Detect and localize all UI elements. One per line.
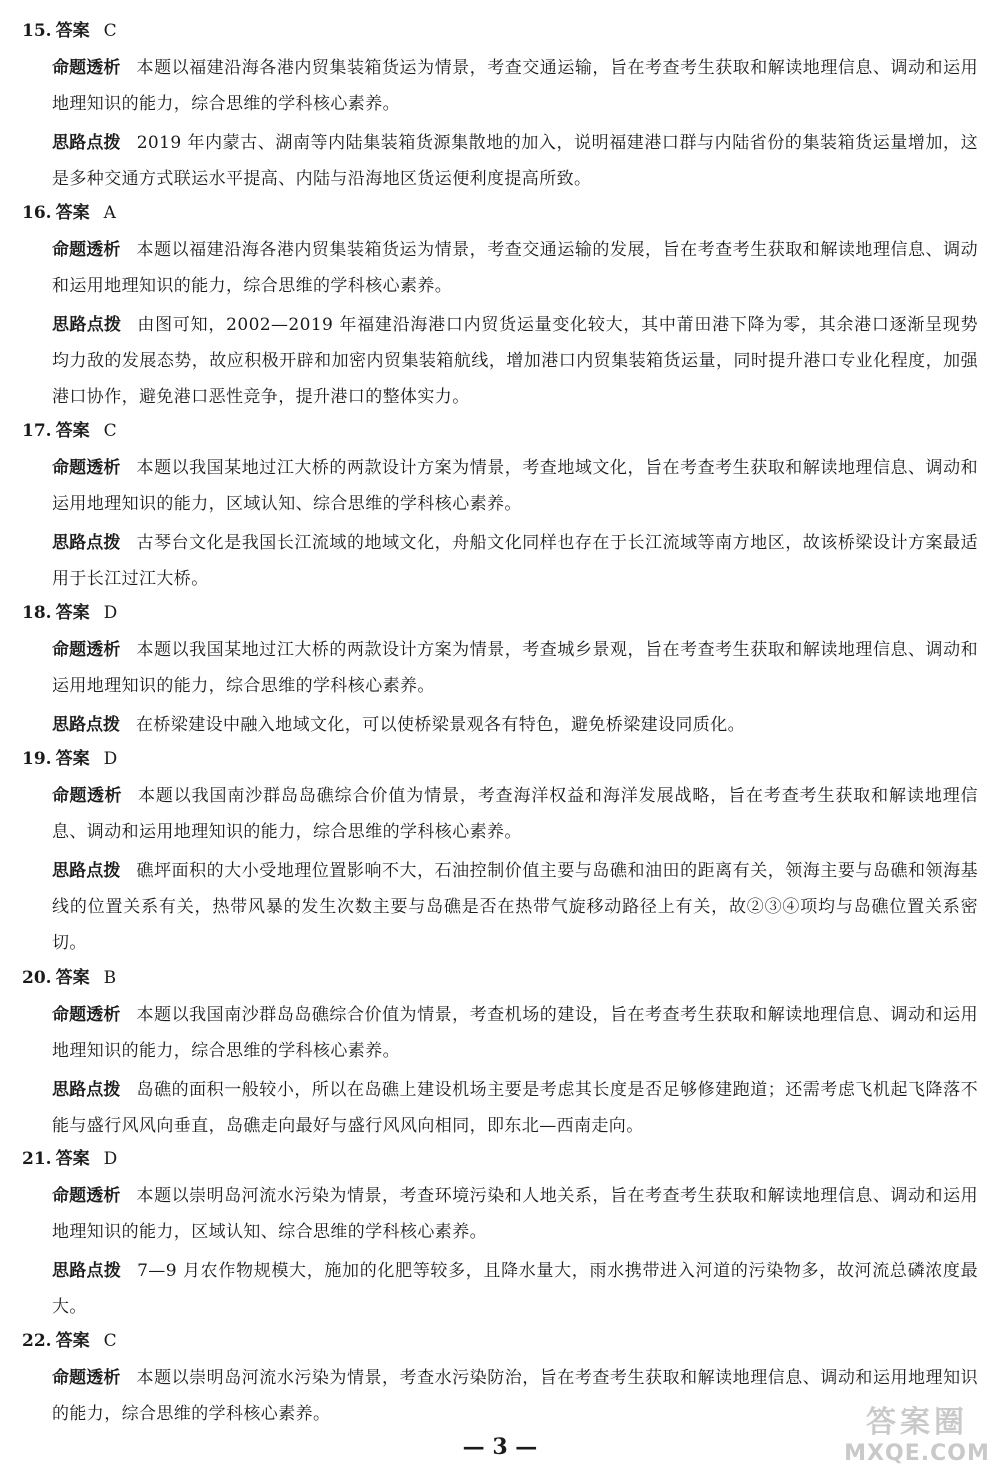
question-header bbox=[22, 748, 117, 770]
answer-value: B bbox=[103, 968, 117, 988]
question-number: 16. bbox=[22, 203, 52, 223]
question-header bbox=[22, 20, 117, 42]
analysis-paragraph bbox=[52, 1360, 978, 1432]
hint-label: 思路点拨 bbox=[52, 861, 121, 881]
hint-label: 思路点拨 bbox=[52, 315, 122, 335]
answer-value: D bbox=[103, 603, 118, 623]
analysis-text: 本题以福建沿海各港内贸集装箱货运为情景，考查交通运输的发展，旨在考查考生获取和解读地理信息、调动和运用地理知识的能力，综合思维的学科核心素养。 bbox=[52, 240, 979, 296]
analysis-text: 本题以我国南沙群岛岛礁综合价值为情景，考查机场的建设，旨在考查考生获取和解读地理信息、调动和运用地理知识的能力，综合思维的学科核心素养。 bbox=[52, 1005, 979, 1061]
watermark-logo bbox=[842, 1405, 992, 1475]
analysis-label: 命题透析 bbox=[52, 786, 122, 806]
question-number: 18. bbox=[22, 603, 52, 623]
question-number: 15. bbox=[22, 21, 52, 41]
hint-label: 思路点拨 bbox=[52, 133, 121, 153]
question-header bbox=[22, 1148, 117, 1170]
analysis-text: 本题以我国某地过江大桥的两款设计方案为情景，考查城乡景观，旨在考查考生获取和解读地理信息、调动和运用地理知识的能力，综合思维的学科核心素养。 bbox=[52, 640, 979, 696]
question-number: 20. bbox=[22, 968, 52, 988]
question-header bbox=[22, 967, 116, 989]
analysis-paragraph bbox=[52, 997, 978, 1069]
hint-label: 思路点拨 bbox=[52, 715, 120, 735]
answer-label: 答案 bbox=[55, 203, 90, 223]
watermark-bottom-text: MXQE.COM bbox=[844, 1441, 990, 1466]
hint-paragraph bbox=[52, 307, 978, 415]
answer-label: 答案 bbox=[55, 21, 90, 41]
watermark-top-text: 答案圈 bbox=[866, 1405, 968, 1440]
answer-label: 答案 bbox=[55, 1149, 90, 1169]
answer-value: A bbox=[103, 203, 116, 223]
analysis-paragraph bbox=[52, 632, 978, 704]
question-header bbox=[22, 602, 117, 624]
question-header bbox=[22, 420, 117, 442]
analysis-label: 命题透析 bbox=[52, 640, 121, 660]
hint-paragraph bbox=[52, 1072, 978, 1144]
answer-value: D bbox=[103, 749, 118, 769]
analysis-label: 命题透析 bbox=[52, 458, 121, 478]
hint-paragraph bbox=[52, 525, 978, 597]
analysis-text: 本题以我国某地过江大桥的两款设计方案为情景，考查地域文化，旨在考查考生获取和解读地理信息、调动和运用地理知识的能力，区域认知、综合思维的学科核心素养。 bbox=[52, 458, 979, 514]
answer-value: C bbox=[103, 21, 117, 41]
hint-text: 在桥梁建设中融入地域文化，可以使桥梁景观各有特色，避免桥梁建设同质化。 bbox=[136, 715, 745, 735]
analysis-text: 本题以崇明岛河流水污染为情景，考查环境污染和人地关系，旨在考查考生获取和解读地理信息、调动和运用地理知识的能力，区域认知、综合思维的学科核心素养。 bbox=[52, 1186, 979, 1242]
answer-value: C bbox=[103, 1331, 117, 1351]
answer-value: C bbox=[103, 421, 117, 441]
analysis-paragraph bbox=[52, 232, 978, 304]
analysis-label: 命题透析 bbox=[52, 1186, 121, 1206]
hint-label: 思路点拨 bbox=[52, 1080, 121, 1100]
hint-text: 2019 年内蒙古、湖南等内陆集装箱货源集散地的加入，说明福建港口群与内陆省份的集装箱货运量增加，这是多种交通方式联运水平提高、内陆与沿海地区货运便利度提高所致。 bbox=[52, 133, 979, 189]
hint-paragraph bbox=[52, 1253, 978, 1325]
analysis-paragraph bbox=[52, 450, 978, 522]
analysis-text: 本题以我国南沙群岛岛礁综合价值为情景，考查海洋权益和海洋发展战略，旨在考查考生获取和解读地理信息、调动和运用地理知识的能力，综合思维的学科核心素养。 bbox=[52, 786, 978, 842]
analysis-label: 命题透析 bbox=[52, 58, 121, 78]
hint-label: 思路点拨 bbox=[52, 1261, 122, 1281]
analysis-paragraph bbox=[52, 1178, 978, 1250]
hint-text: 7—9 月农作物规模大，施加的化肥等较多，且降水量大，雨水携带进入河道的污染物多，故河流总磷浓度最大。 bbox=[52, 1261, 978, 1317]
answer-label: 答案 bbox=[55, 749, 90, 769]
analysis-text: 本题以崇明岛河流水污染为情景，考查水污染防治，旨在考查考生获取和解读地理信息、调动和运用地理知识的能力，综合思维的学科核心素养。 bbox=[52, 1368, 979, 1424]
answer-label: 答案 bbox=[55, 603, 90, 623]
answer-label: 答案 bbox=[55, 421, 90, 441]
hint-text: 由图可知，2002—2019 年福建沿海港口内贸货运量变化较大，其中莆田港下降为零，其余港口逐渐呈现势均力敌的发展态势，故应积极开辟和加密内贸集装箱航线，增加港口内贸集装箱货运量，同时提升港口专业化程度，加强港口协作，避免港口恶性竞争，提升港口的整体实力。 bbox=[52, 315, 978, 407]
answer-value: D bbox=[103, 1149, 118, 1169]
hint-label: 思路点拨 bbox=[52, 533, 121, 553]
analysis-paragraph bbox=[52, 778, 978, 850]
answer-label: 答案 bbox=[55, 968, 90, 988]
question-number: 17. bbox=[22, 421, 52, 441]
page-number: — 3 — bbox=[462, 1434, 538, 1460]
question-header bbox=[22, 1330, 117, 1352]
analysis-paragraph bbox=[52, 50, 978, 122]
question-number: 19. bbox=[22, 749, 52, 769]
question-number: 21. bbox=[22, 1149, 52, 1169]
question-number: 22. bbox=[22, 1331, 52, 1351]
analysis-label: 命题透析 bbox=[52, 240, 121, 260]
hint-paragraph bbox=[52, 853, 978, 961]
question-header bbox=[22, 202, 116, 224]
hint-text: 礁坪面积的大小受地理位置影响不大，石油控制价值主要与岛礁和油田的距离有关，领海主要与岛礁和领海基线的位置关系有关，热带风暴的发生次数主要与岛礁是否在热带气旋移动路径上有关，故②③④项均与岛礁位置关系密切。 bbox=[52, 861, 979, 953]
hint-paragraph bbox=[52, 125, 978, 197]
answer-label: 答案 bbox=[55, 1331, 90, 1351]
analysis-label: 命题透析 bbox=[52, 1368, 121, 1388]
analysis-text: 本题以福建沿海各港内贸集装箱货运为情景，考查交通运输，旨在考查考生获取和解读地理信息、调动和运用地理知识的能力，综合思维的学科核心素养。 bbox=[52, 58, 979, 114]
hint-paragraph bbox=[52, 707, 978, 743]
hint-text: 岛礁的面积一般较小，所以在岛礁上建设机场主要是考虑其长度是否足够修建跑道；还需考虑飞机起飞降落不能与盛行风风向垂直，岛礁走向最好与盛行风风向相同，即东北—西南走向。 bbox=[52, 1080, 979, 1136]
analysis-label: 命题透析 bbox=[52, 1005, 121, 1025]
hint-text: 古琴台文化是我国长江流域的地域文化，舟船文化同样也存在于长江流域等南方地区，故该桥梁设计方案最适用于长江过江大桥。 bbox=[52, 533, 979, 589]
